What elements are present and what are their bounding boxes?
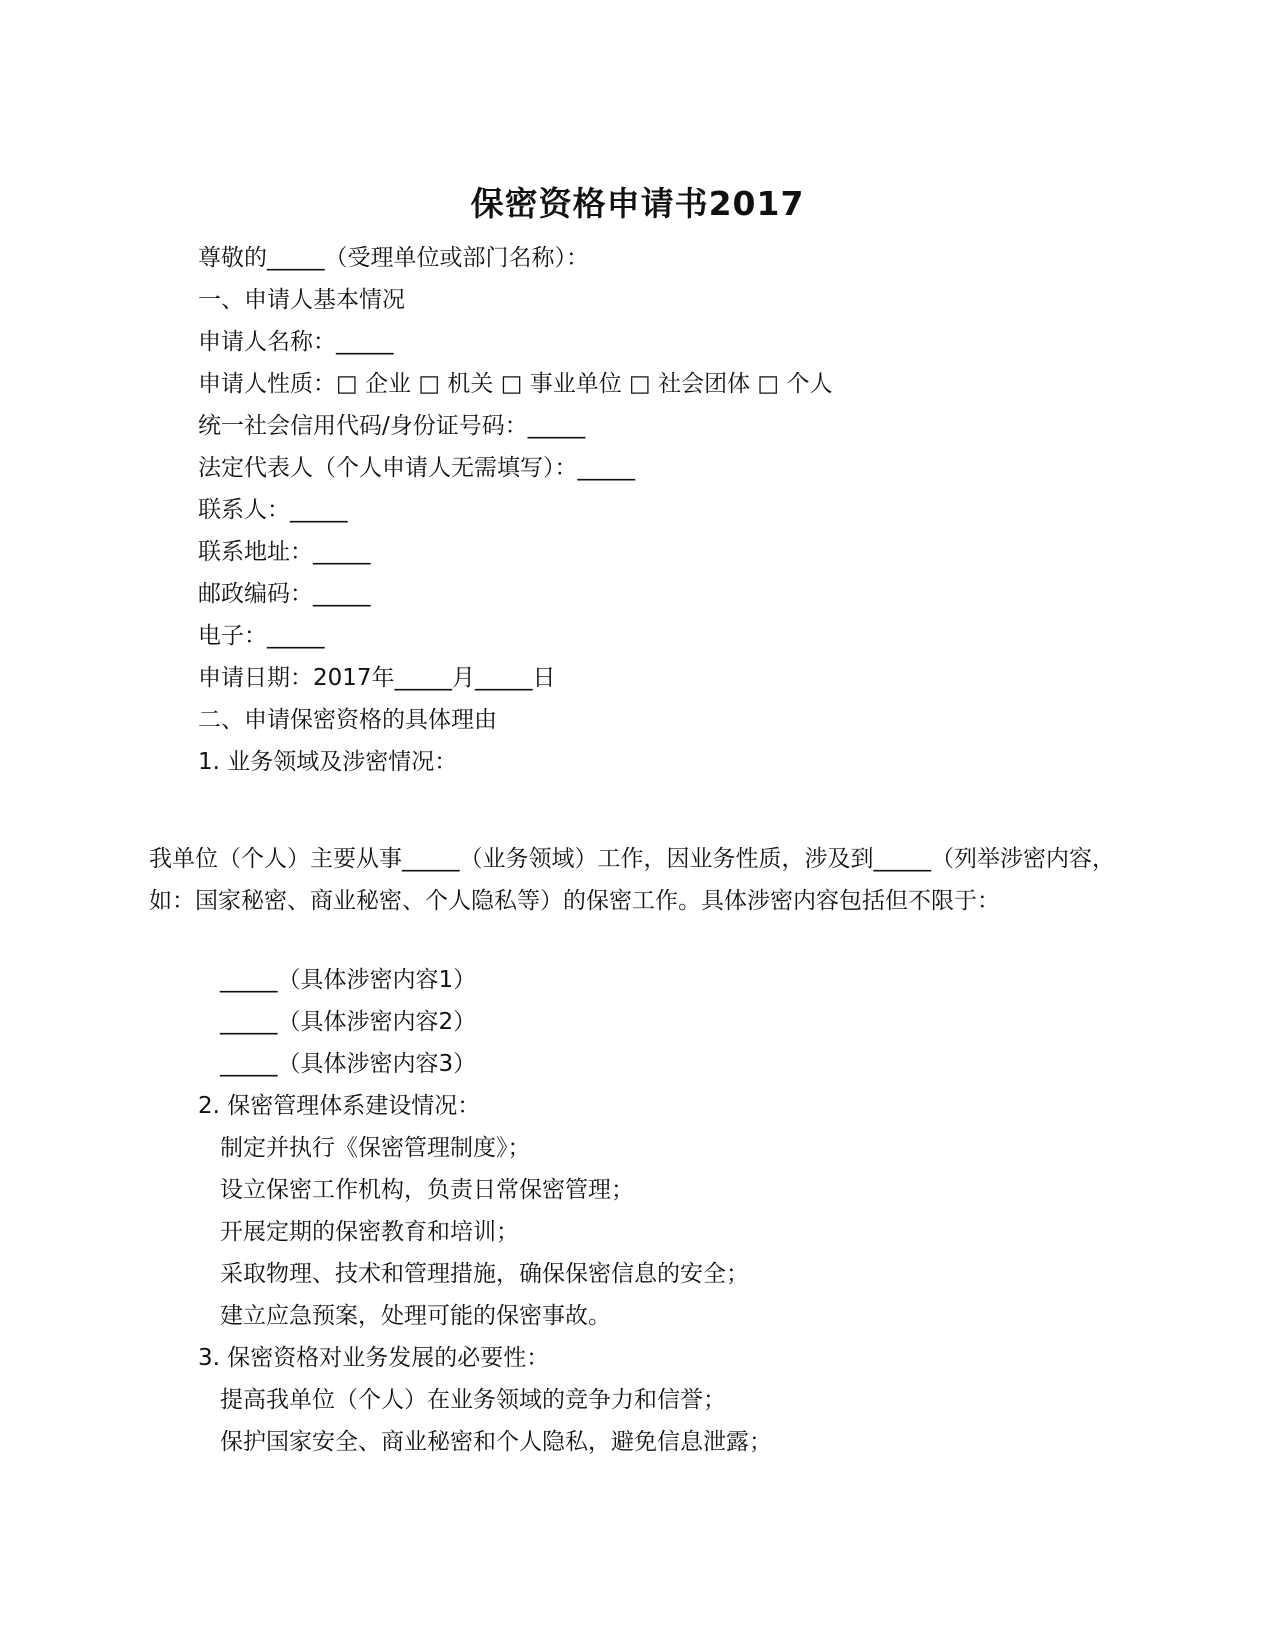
field-contact: 联系人：_____ <box>198 497 348 523</box>
field-postcode: 邮政编码：_____ <box>198 581 371 607</box>
field-applicant-name: 申请人名称：_____ <box>198 329 394 355</box>
necessity-item: 保护国家安全、商业秘密和个人隐私，避免信息泄露； <box>220 1429 772 1455</box>
secret-content-item: _____（具体涉密内容1） <box>220 967 477 993</box>
management-item: 设立保密工作机构，负责日常保密管理； <box>220 1177 634 1203</box>
item2-heading: 2. 保密管理体系建设情况： <box>198 1093 481 1119</box>
field-applicant-type: 申请人性质：□ 企业 □ 机关 □ 事业单位 □ 社会团体 □ 个人 <box>198 371 833 397</box>
management-item: 制定并执行《保密管理制度》； <box>220 1135 531 1161</box>
secret-content-item: _____（具体涉密内容3） <box>220 1051 477 1077</box>
section1-heading: 一、申请人基本情况 <box>198 287 405 313</box>
field-address: 联系地址：_____ <box>198 539 371 565</box>
necessity-item: 提高我单位（个人）在业务领域的竞争力和信誉； <box>220 1387 726 1413</box>
item3-heading: 3. 保密资格对业务发展的必要性： <box>198 1345 550 1371</box>
field-credit-code: 统一社会信用代码/身份证号码：_____ <box>198 413 586 439</box>
management-item: 建立应急预案，处理可能的保密事故。 <box>220 1303 611 1329</box>
field-date: 申请日期：2017年_____月_____日 <box>198 665 556 691</box>
document-title: 保密资格申请书2017 <box>470 184 805 223</box>
greeting-line: 尊敬的_____（受理单位或部门名称）： <box>198 245 589 271</box>
field-legal-rep: 法定代表人（个人申请人无需填写）：_____ <box>198 455 635 481</box>
item1-paragraph: 我单位（个人）主要从事_____（业务领域）工作，因业务性质，涉及到_____（列举涉密内容，如：国家秘密、商业秘密、个人隐私等）的保密工作。具体涉密内容包括但不限于： <box>149 846 1115 914</box>
management-item: 采取物理、技术和管理措施，确保保密信息的安全； <box>220 1261 749 1287</box>
management-item: 开展定期的保密教育和培训； <box>220 1219 519 1245</box>
secret-content-item: _____（具体涉密内容2） <box>220 1009 477 1035</box>
field-email: 电子：_____ <box>198 623 325 649</box>
section2-heading: 二、申请保密资格的具体理由 <box>198 707 497 733</box>
item1-heading: 1. 业务领域及涉密情况： <box>198 749 458 775</box>
